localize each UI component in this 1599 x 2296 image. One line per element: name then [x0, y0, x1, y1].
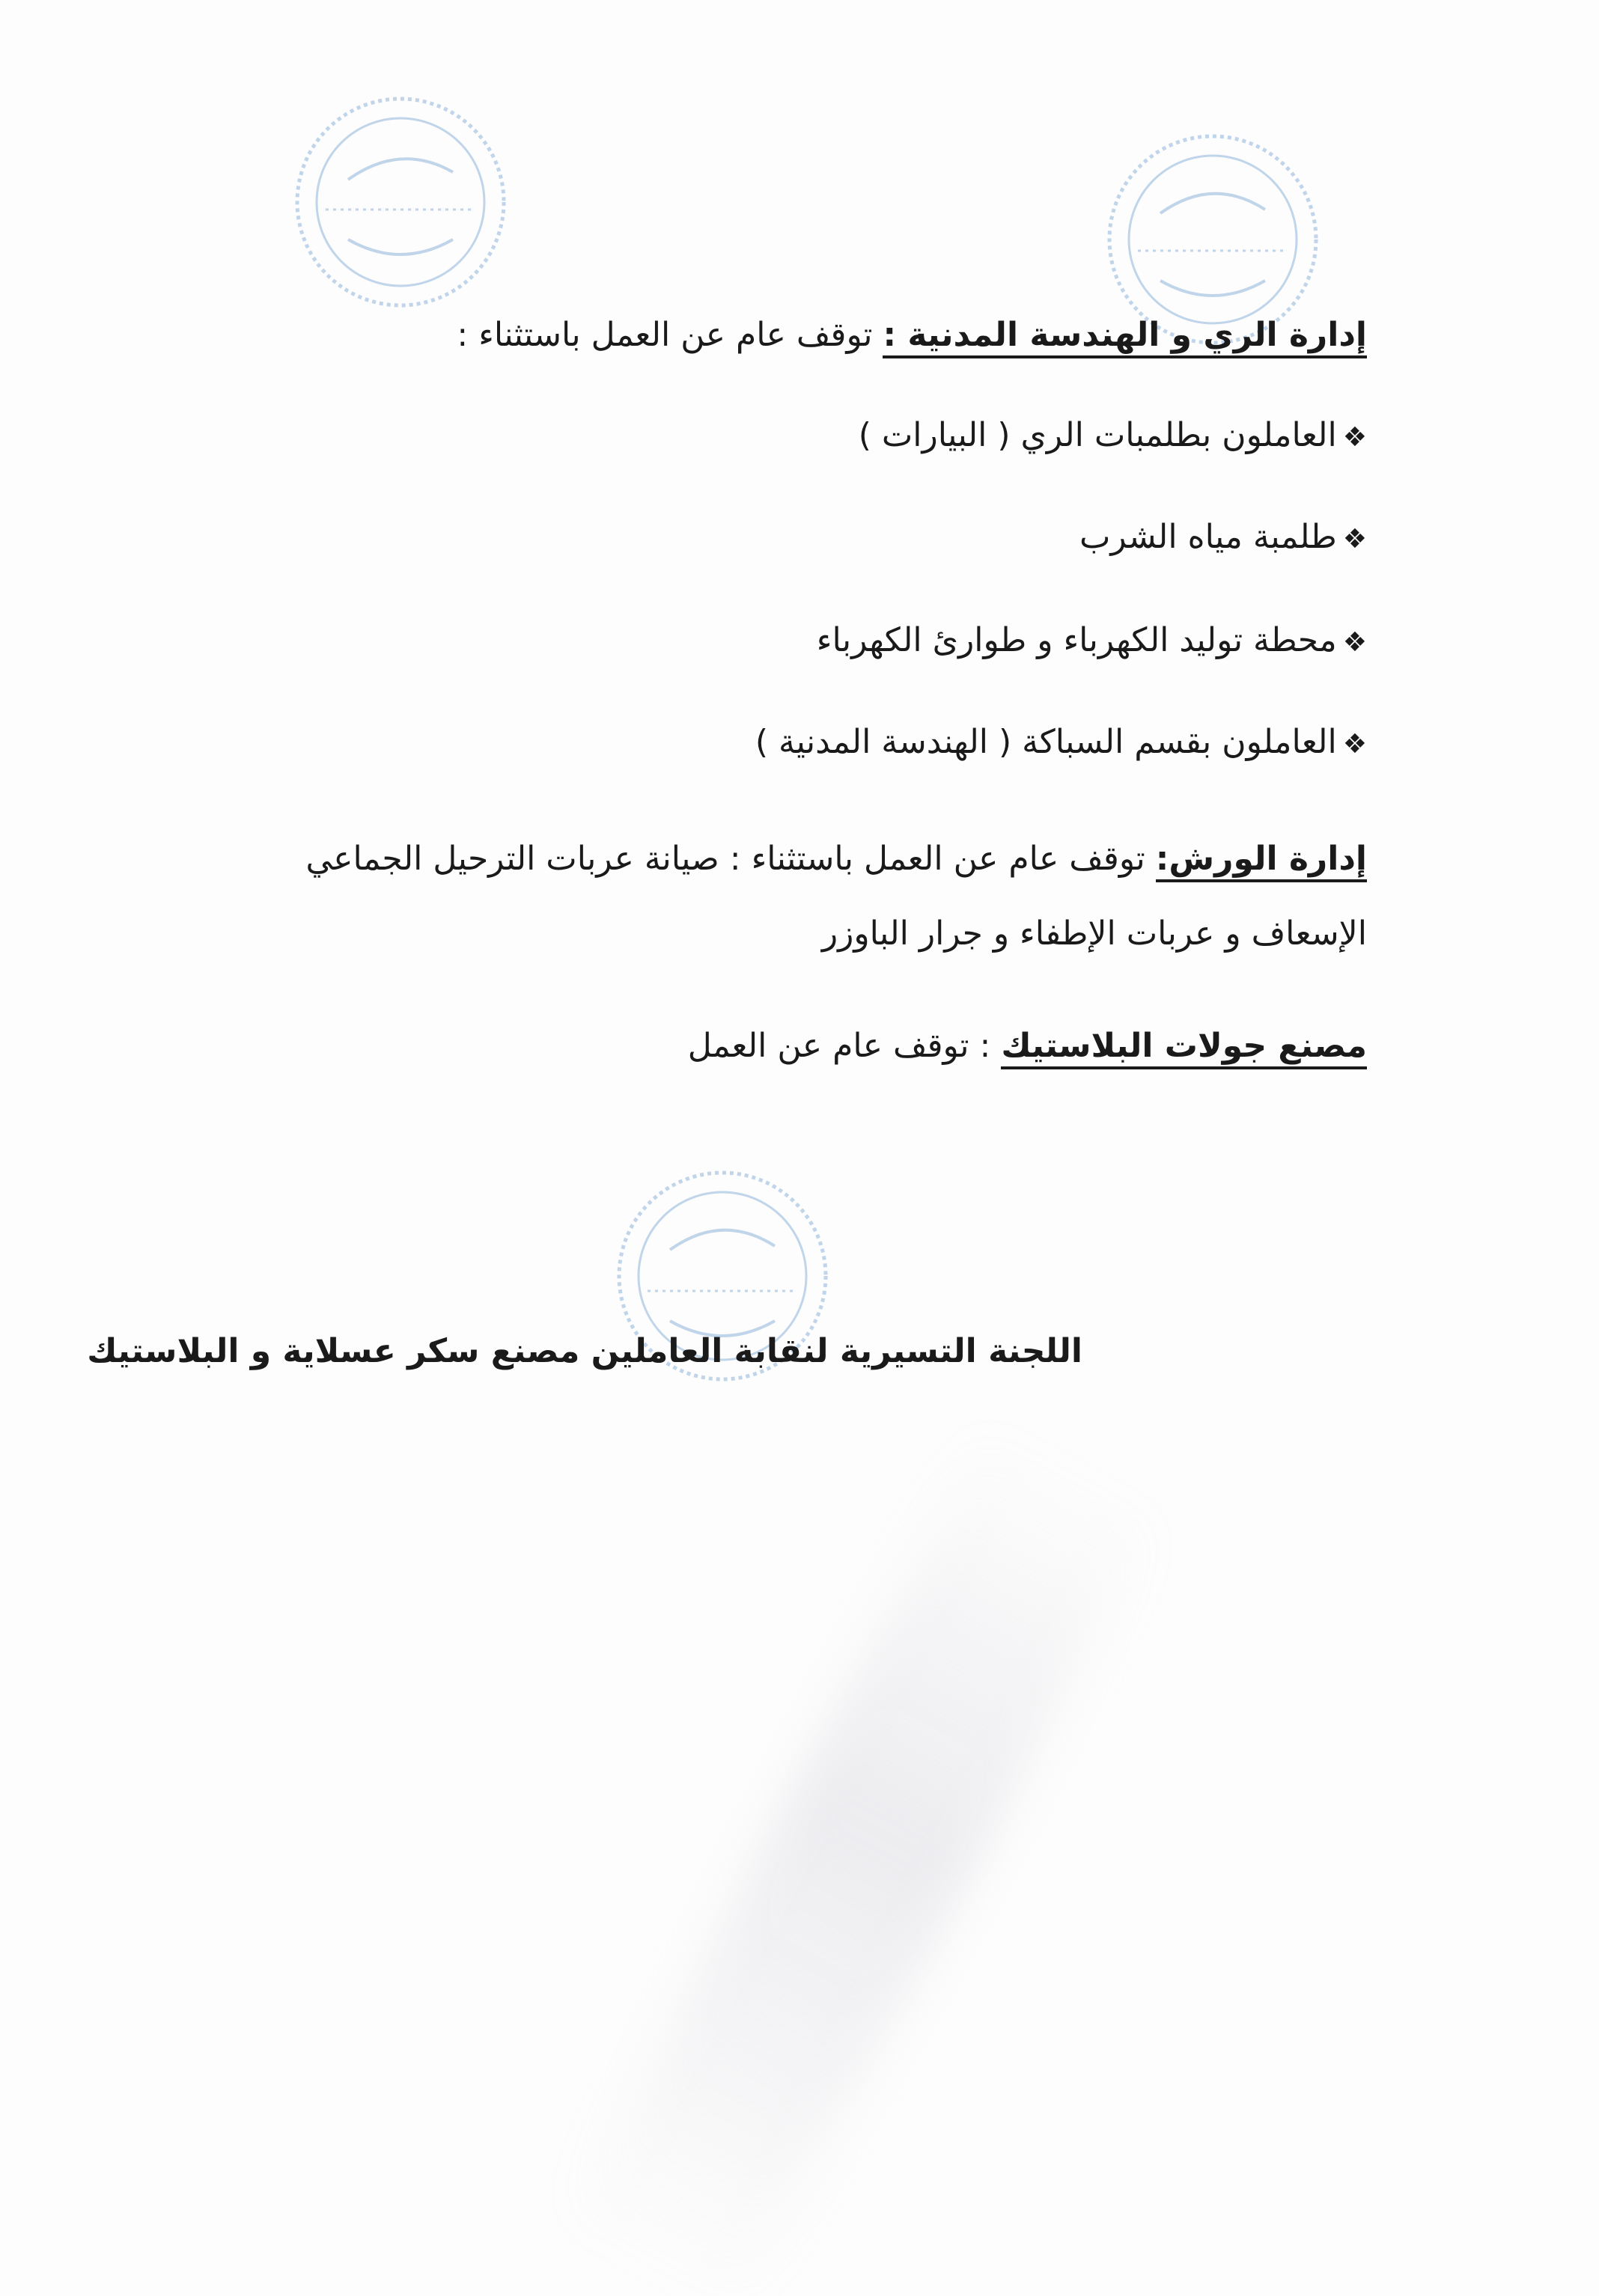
exception-item-text: طلمبة مياه الشرب [1079, 518, 1337, 556]
exception-item [817, 618, 1367, 665]
workshops-section-text-continued: الإسعاف و عربات الإطفاء و جرار الباوزر [821, 915, 1367, 953]
exception-item [1079, 515, 1367, 562]
exception-item [755, 720, 1367, 767]
workshops-section-continuation [822, 912, 1367, 956]
plastic-factory-section-label: مصنع جولات البلاستيك [1001, 1027, 1367, 1069]
plastic-factory-section-text: : توقف عام عن العمل [687, 1027, 991, 1065]
exception-item-text: العاملون بقسم السباكة ( الهندسة المدنية ) [755, 723, 1337, 761]
irrigation-section-label: إدارة الري و الهندسة المدنية : [883, 316, 1367, 358]
bullet-icon: ❖ [1342, 524, 1367, 555]
bullet-icon: ❖ [1342, 422, 1367, 453]
committee-signature: اللجنة التسيرية لنقابة العاملين مصنع سكر عسلاية و البلاستيك [87, 1332, 1082, 1370]
irrigation-section-text: توقف عام عن العمل باستثناء : [457, 316, 873, 354]
workshops-section-text: توقف عام عن العمل باستثناء : صيانة عربات الترحيل الجماعي [305, 840, 1145, 878]
scan-smudge [564, 1429, 1158, 2296]
plastic-factory-section-heading [688, 1024, 1367, 1069]
bullet-icon: ❖ [1342, 627, 1367, 658]
official-stamp-top-left [288, 90, 513, 314]
exception-item-text: محطة توليد الكهرباء و طوارئ الكهرباء [816, 621, 1337, 659]
exception-item [859, 413, 1367, 460]
bullet-icon: ❖ [1342, 729, 1367, 760]
irrigation-section-heading [457, 313, 1367, 358]
exception-item-text: العاملون بطلمبات الري ( البيارات ) [858, 416, 1337, 454]
workshops-section-heading [306, 837, 1367, 882]
workshops-section-label: إدارة الورش: [1156, 840, 1367, 882]
